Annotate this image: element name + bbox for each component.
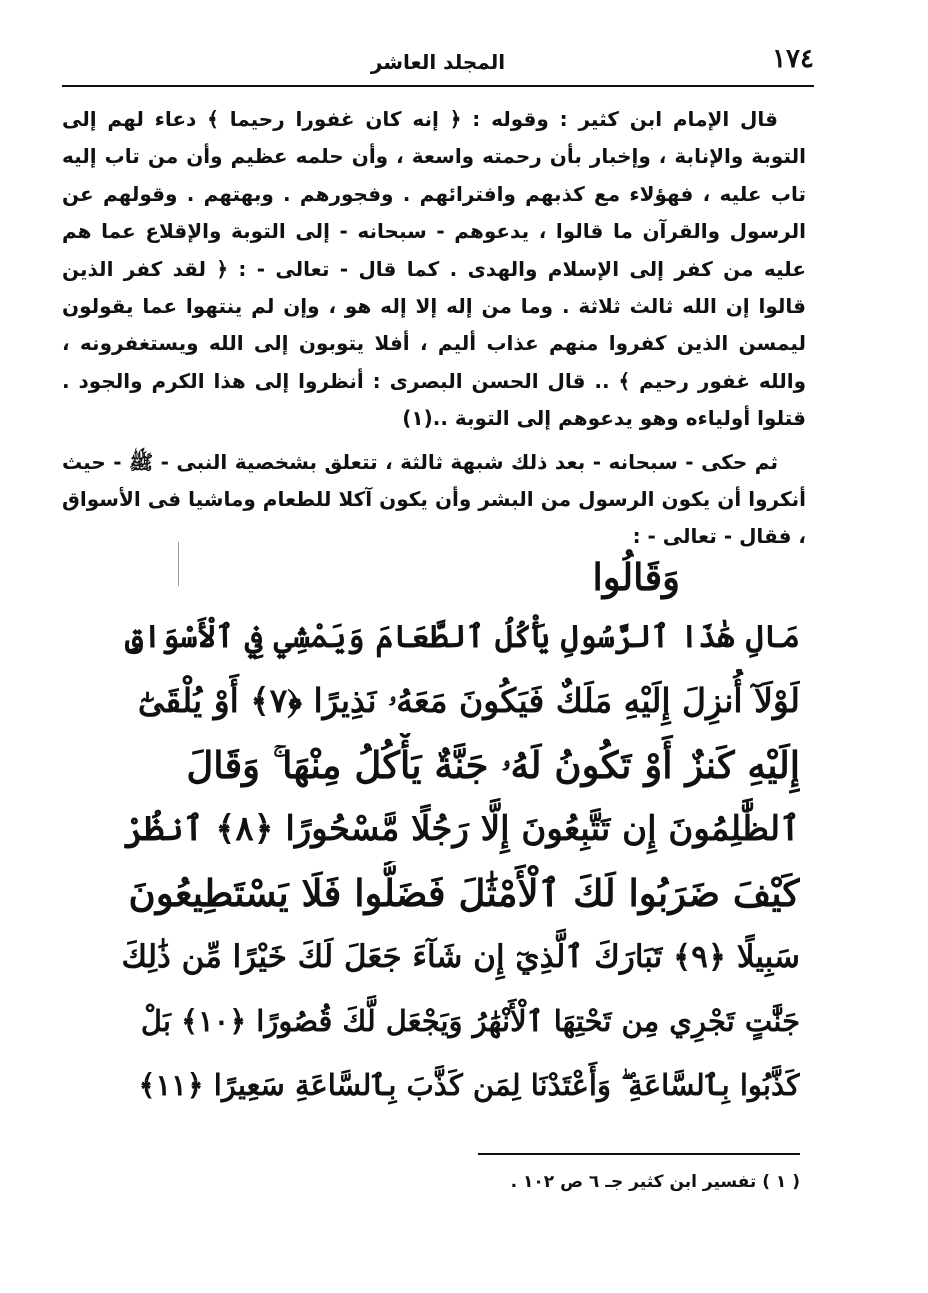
quran-verses-block: [120, 545, 800, 1117]
quran-line: إِلَيْهِ كَنزٌ أَوْ تَكُونُ لَهُۥ جَنَّةٌ يَأْكُلُ مِنْهَا ۚ وَقَالَ: [186, 743, 800, 787]
footnote: ( ١ ) تفسير ابن كثير جـ ٦ ص ١٠٢ .: [510, 1172, 800, 1192]
quran-line: كَذَّبُوا بِٱلسَّاعَةِ ۖ وَأَعْتَدْنَا لِمَن كَذَّبَ بِٱلسَّاعَةِ سَعِيرًا ﴿١١﴾: [138, 1068, 800, 1102]
page-number: ١٧٤: [772, 44, 814, 74]
running-title: المجلد العاشر: [370, 50, 506, 74]
quran-line: مَالِ هَٰذَا ٱلرَّسُولِ يَأْكُلُ ٱلطَّعَامَ وَيَمْشِي فِي ٱلْأَسْوَاقِ: [125, 619, 800, 655]
page-header: [62, 40, 814, 86]
quran-line: ٱلظَّٰلِمُونَ إِن تَتَّبِعُونَ إِلَّا رَجُلًا مَّسْحُورًا ﴿٨﴾ ٱنظُرْ: [123, 809, 800, 849]
quran-line: وَقَالُوا: [592, 555, 680, 599]
header-rule: [62, 85, 814, 87]
paragraph-ibn-kathir-quote: قال الإمام ابن كثير : وقوله : ﴿ إنه كان غفورا رحيما ﴾ دعاء لهم إلى التوبة والإنابة ، وإخبار بأن رحمته واسعة ، وأن حلمه عظيم وأن من تاب إليه تاب عليه ، فهؤلاء مع كذبهم وافترائهم . وفجورهم . وبهتهم . وقولهم عن الرسول والقرآن ما قالوا ، يدعوهم - سبحانه - إلى التوبة والإقلاع عما هم عليه من كفر إلى الإسلام والهدى . كما قال - تعالى - : ﴿ لقد كفر الذين قالوا إن الله ثالث ثلاثة . وما من إله إلا إله هو ، وإن لم ينتهوا عما يقولون ليمسن الذين كفروا منهم عذاب أليم ، أفلا يتوبون إلى الله ويستغفرونه ، والله غفور رحيم ﴾ .. قال الحسن البصرى : أنظروا إلى هذا الكرم والجود . قتلوا أولياءه وهو يدعوهم إلى التوبة ..(١): [62, 107, 806, 431]
quran-line: سَبِيلًا ﴿٩﴾ تَبَارَكَ ٱلَّذِيٓ إِن شَآءَ جَعَلَ لَكَ خَيْرًا مِّن ذَٰلِكَ: [121, 939, 800, 975]
quran-line: جَنَّٰتٍ تَجْرِي مِن تَحْتِهَا ٱلْأَنْهَٰرُ وَيَجْعَل لَّكَ قُصُورًا ﴿١٠﴾ بَلْ: [140, 1004, 800, 1038]
quran-line: كَيْفَ ضَرَبُوا لَكَ ٱلْأَمْثَٰلَ فَضَلُّوا فَلَا يَسْتَطِيعُونَ: [128, 871, 800, 915]
quran-line: لَوْلَآ أُنزِلَ إِلَيْهِ مَلَكٌ فَيَكُونَ مَعَهُۥ نَذِيرًا ﴿٧﴾ أَوْ يُلْقَىٰٓ: [137, 681, 800, 720]
paragraph-third-doubt: ثم حكى - سبحانه - بعد ذلك شبهة ثالثة ، تتعلق بشخصية النبى - ﷺ - حيث أنكروا أن يكون الرسول من البشر وأن يكون آكلا للطعام وماشيا فى الأسواق ، فقال - تعالى - :: [62, 449, 806, 549]
body-text: [62, 101, 806, 556]
footnote-rule: [478, 1153, 800, 1155]
